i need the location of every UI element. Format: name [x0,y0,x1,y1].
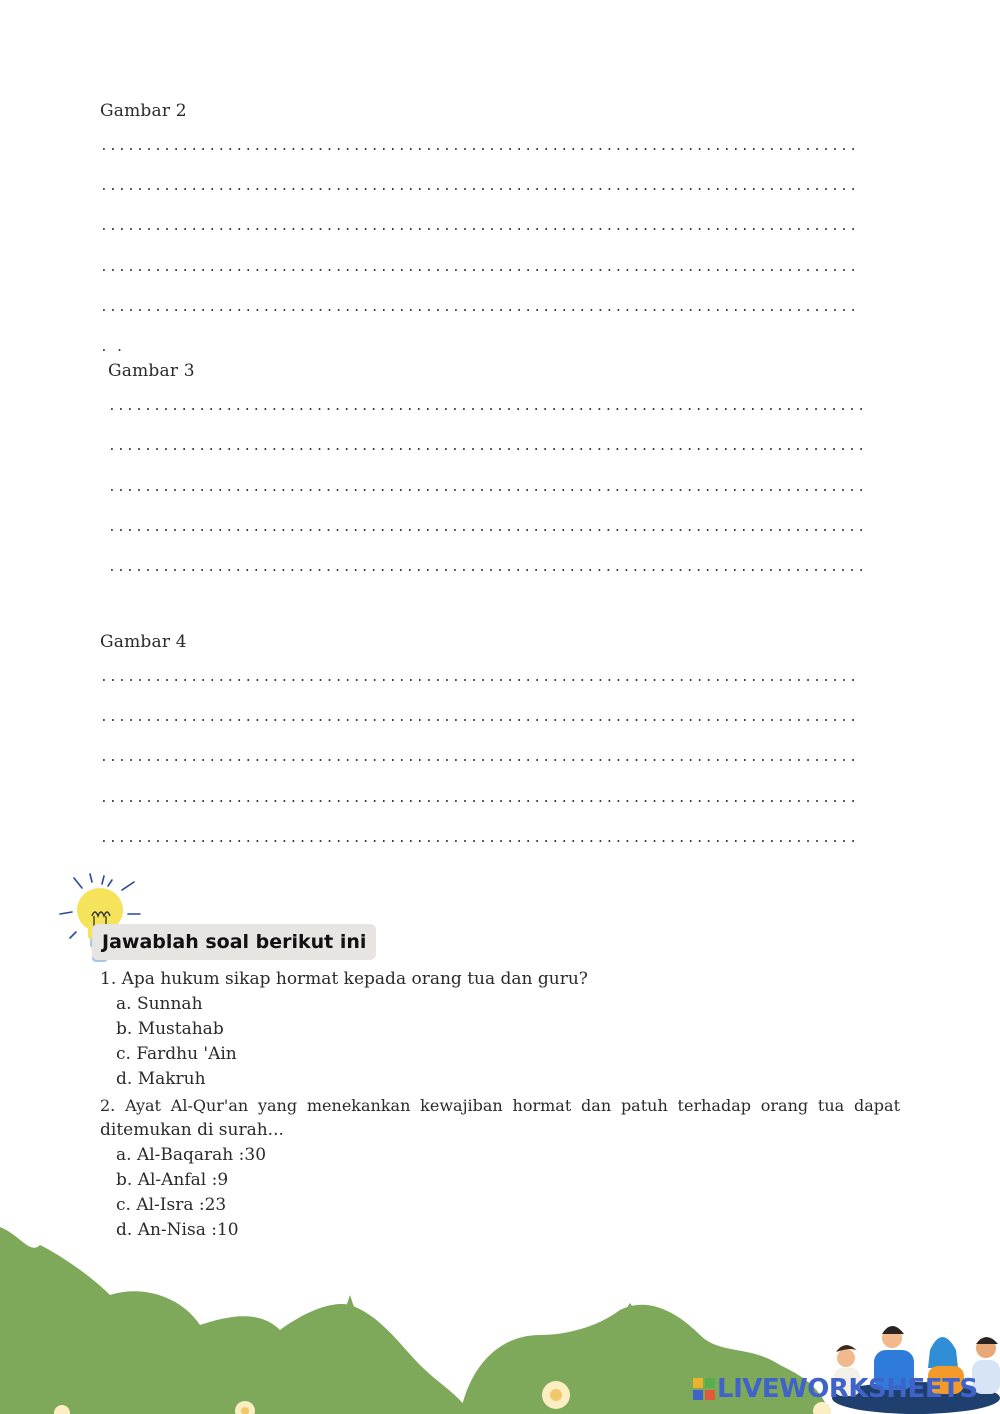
answer-line[interactable]: .................................................................................... [100,831,859,846]
answer-line[interactable]: .................................................................................... [100,670,859,685]
liveworksheets-logo-icon [693,1378,715,1400]
answer-line[interactable]: .................................................................................... [100,300,859,315]
section-header: Jawablah soal berikut ini [92,924,376,960]
section-label-gambar-4: Gambar 4 [100,632,187,652]
section-label-gambar-3: Gambar 3 [108,361,195,381]
option-1d[interactable]: d. Makruh [116,1069,206,1089]
answer-line[interactable]: .................................................................................... [100,260,859,275]
option-2c[interactable]: c. Al-Isra :23 [116,1195,227,1215]
option-1a[interactable]: a. Sunnah [116,994,203,1014]
question-1: 1. Apa hukum sikap hormat kepada orang tua dan guru? [100,969,588,989]
liveworksheets-logo[interactable] [693,1374,978,1404]
answer-line[interactable]: .................................................................................... [100,750,859,765]
section-label-gambar-2: Gambar 2 [100,101,187,121]
answer-line[interactable]: .................................................................................... [100,179,859,194]
answer-line[interactable]: .................................................................................... [108,399,867,414]
question-2-line-2: ditemukan di surah... [100,1120,284,1140]
answer-line[interactable]: .................................................................................... [100,219,859,234]
answer-line[interactable]: .................................................................................... [100,139,859,154]
answer-line[interactable]: .................................................................................... [100,710,859,725]
brand-name: LIVEWORKSHEETS [717,1374,978,1404]
stray-dots: . . [100,340,124,355]
flower-icon [542,1381,570,1409]
option-2a[interactable]: a. Al-Baqarah :30 [116,1145,267,1165]
option-1c[interactable]: c. Fardhu 'Ain [116,1044,237,1064]
option-2b[interactable]: b. Al-Anfal :9 [116,1170,229,1190]
answer-line[interactable]: .................................................................................... [108,480,867,495]
option-1b[interactable]: b. Mustahab [116,1019,224,1039]
option-2d[interactable]: d. An-Nisa :10 [116,1220,239,1240]
question-2-line-1: 2. Ayat Al-Qur'an yang menekankan kewajiban hormat dan patuh terhadap orang tua dapat [100,1096,900,1115]
answer-line[interactable]: .................................................................................... [108,520,867,535]
answer-line[interactable]: .................................................................................... [108,560,867,575]
answer-line[interactable]: .................................................................................... [100,791,859,806]
answer-line[interactable]: .................................................................................... [108,439,867,454]
